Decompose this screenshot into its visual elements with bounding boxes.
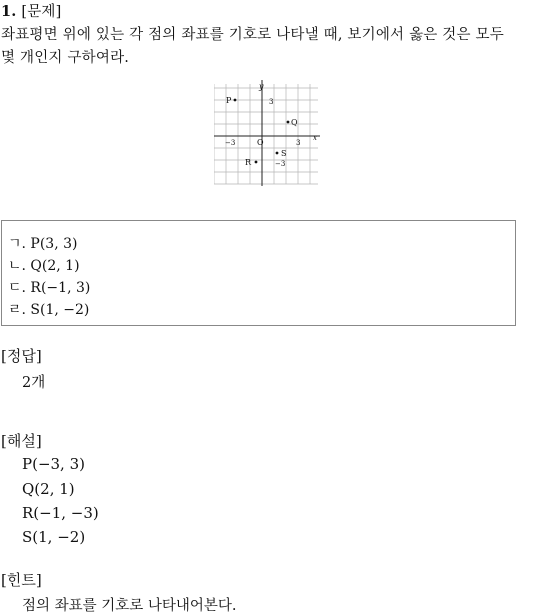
option-1: ㄱ. P(3, 3) — [8, 236, 78, 252]
y-axis-label: y — [259, 82, 264, 91]
point-P-marker — [234, 99, 237, 102]
point-P-label: P — [226, 96, 232, 105]
y-tick-pos3: 3 — [269, 98, 274, 106]
origin-label: O — [257, 138, 264, 147]
point-P — [226, 96, 236, 105]
question-text-line1: 좌표평면 위에 있는 각 점의 좌표를 기호로 나타낼 때, 보기에서 옳은 것은 모두 — [1, 27, 504, 43]
point-S — [276, 149, 287, 158]
point-Q-marker — [287, 121, 290, 124]
explanation-line-3: R(−1, −3) — [22, 504, 99, 522]
point-R — [245, 158, 257, 167]
question-number: 1. — [1, 3, 17, 20]
x-tick-neg3: −3 — [225, 139, 236, 147]
explanation-line-1: P(−3, 3) — [22, 455, 85, 473]
answer-value: 2개 — [22, 375, 46, 391]
point-R-label: R — [245, 158, 252, 167]
explanation-label: [해설] — [1, 432, 42, 450]
option-2: ㄴ. Q(2, 1) — [8, 258, 80, 274]
coordinate-plane — [214, 80, 322, 188]
x-axis-label: x — [313, 134, 317, 142]
explanation-line-4: S(1, −2) — [22, 528, 86, 546]
point-Q-label: Q — [291, 118, 298, 127]
point-R-marker — [255, 161, 258, 164]
question-tag: [문제] — [21, 4, 62, 20]
y-tick-neg3: −3 — [275, 160, 286, 168]
explanation-line-2: Q(2, 1) — [22, 480, 75, 498]
point-S-marker — [276, 152, 279, 155]
point-Q — [287, 118, 298, 127]
question-text-line2: 몇 개인지 구하여라. — [1, 50, 130, 66]
hint-label: [힌트] — [1, 571, 42, 589]
answer-label: [정답] — [1, 347, 42, 365]
option-3: ㄷ. R(−1, 3) — [8, 280, 91, 296]
point-S-label: S — [281, 149, 287, 158]
question-header — [1, 0, 62, 21]
hint-text: 점의 좌표를 기호로 나타내어본다. — [22, 598, 237, 614]
x-tick-pos3: 3 — [296, 139, 301, 147]
option-4: ㄹ. S(1, −2) — [8, 302, 90, 318]
